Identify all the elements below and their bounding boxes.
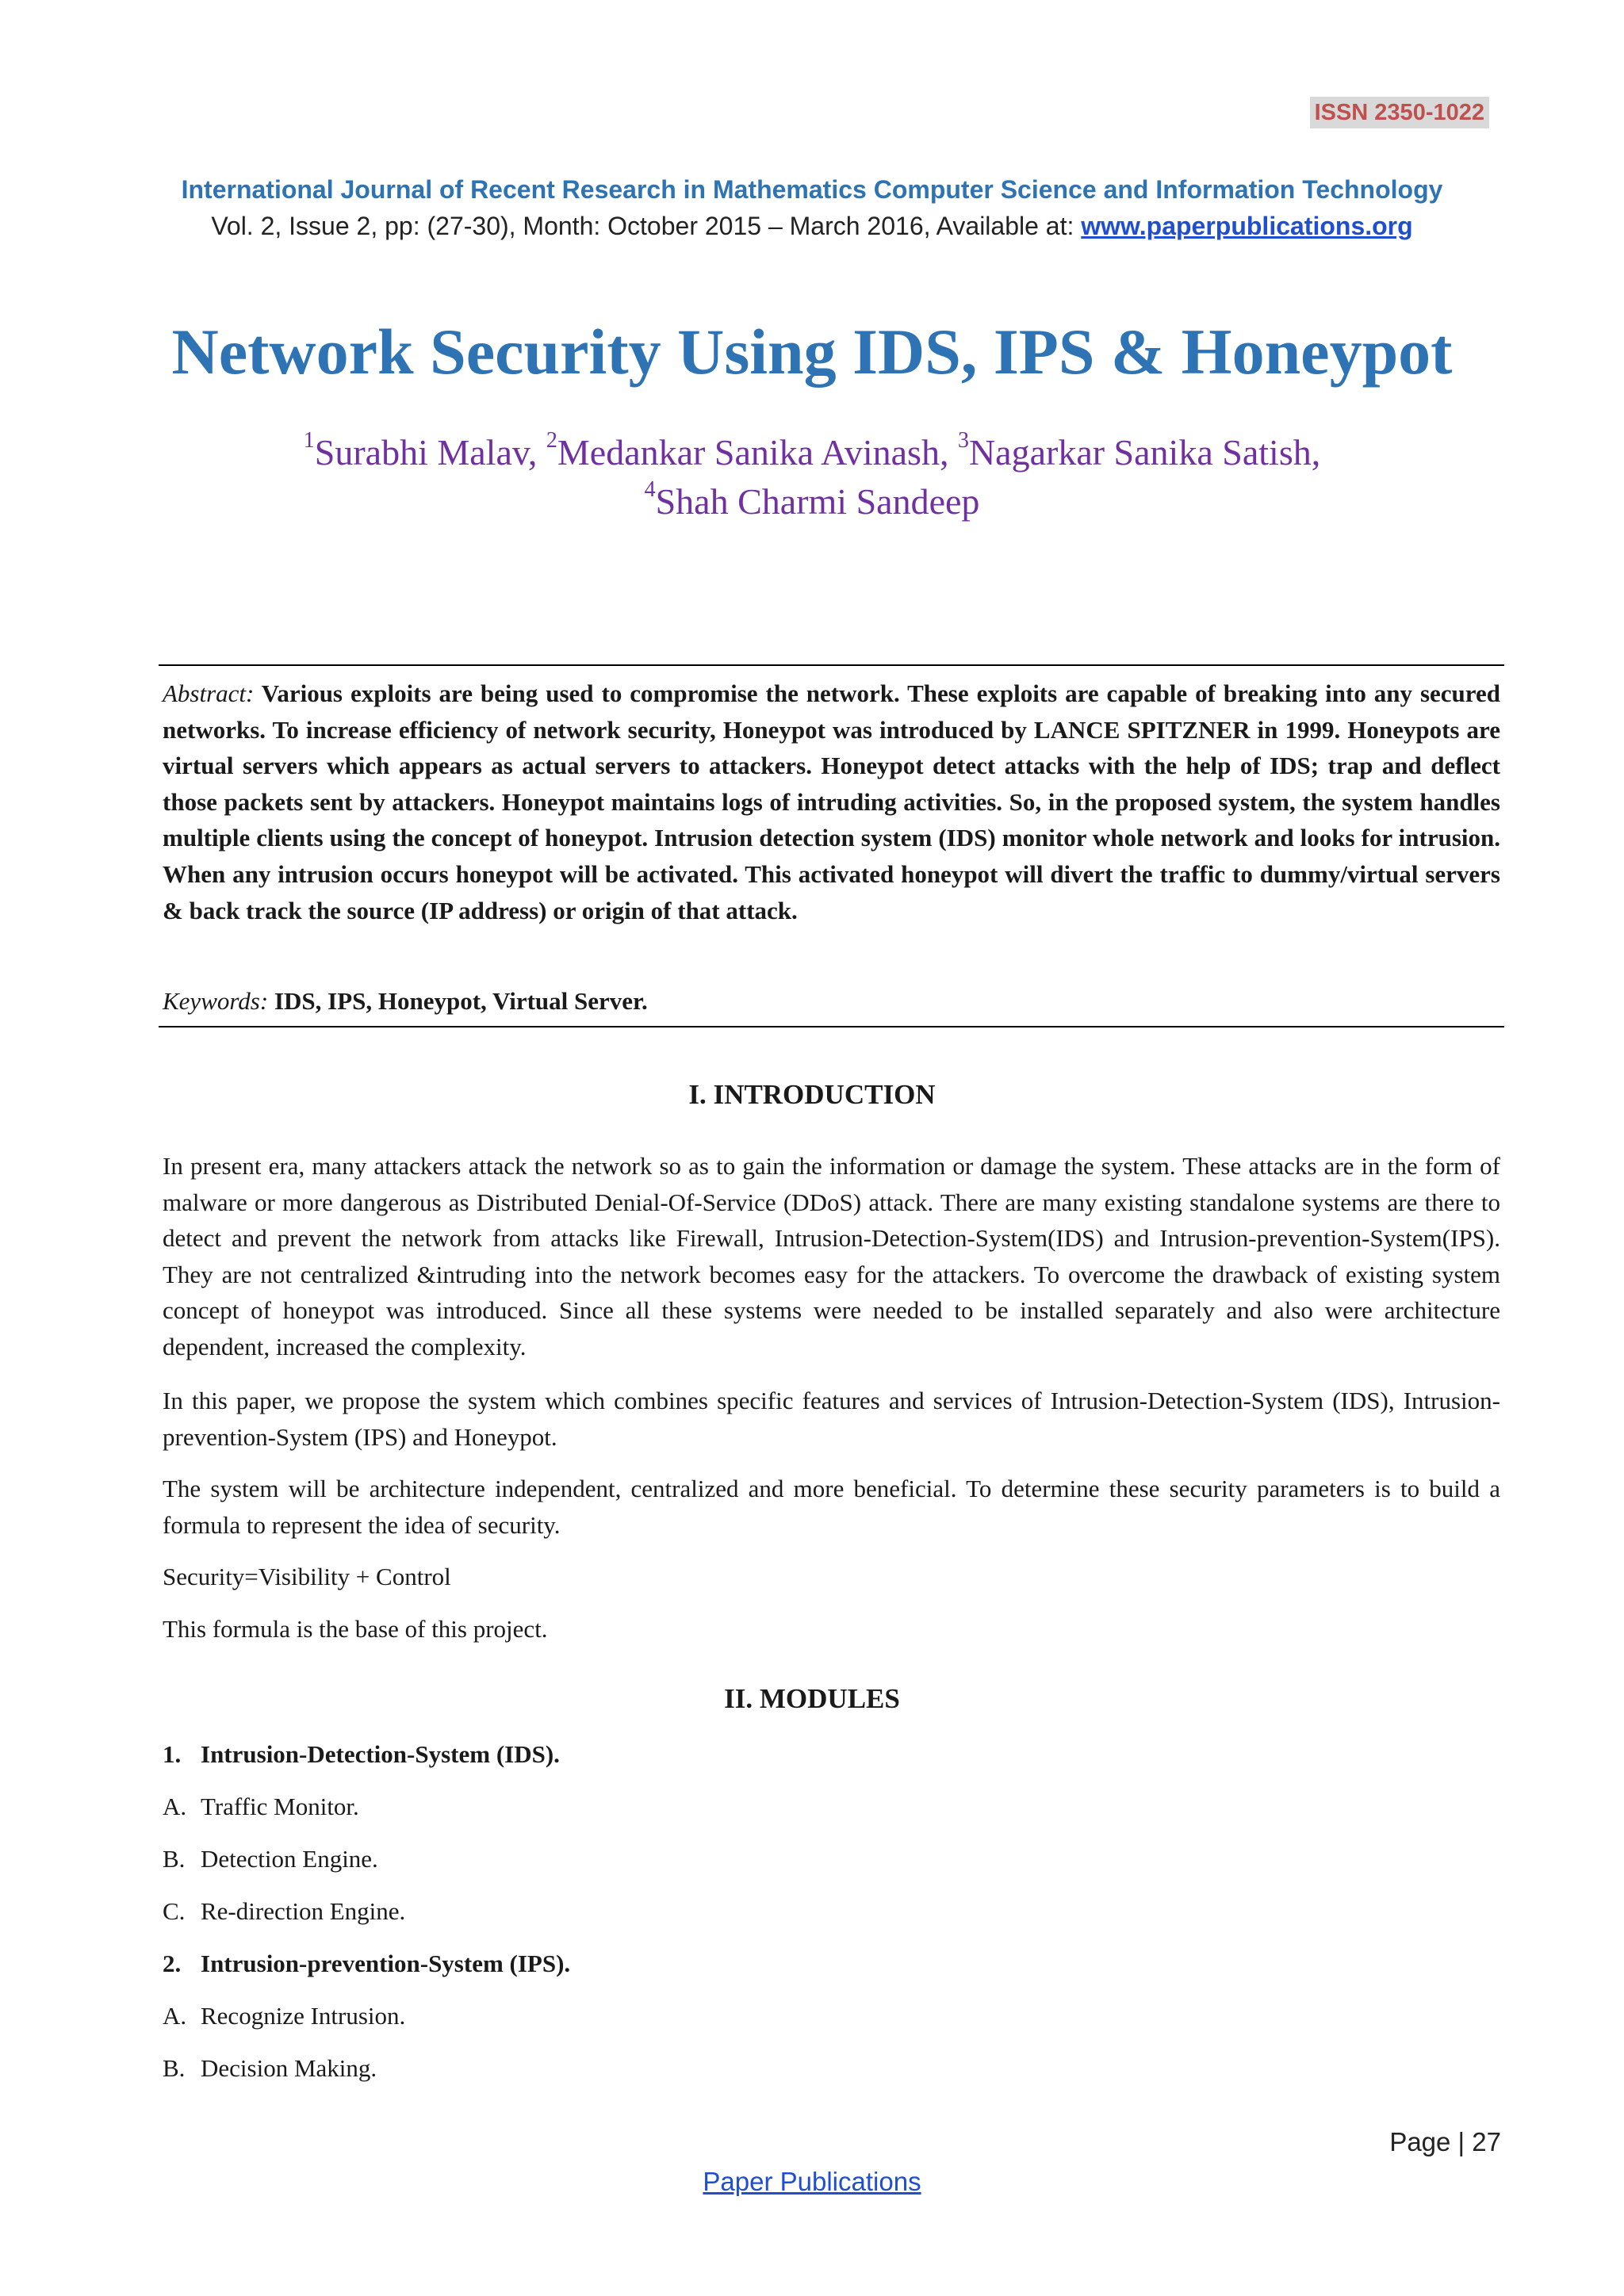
author-name: Nagarkar Sanika Satish, <box>968 432 1321 473</box>
section-heading-introduction: I. INTRODUCTION <box>688 1079 936 1110</box>
list-item <box>163 1841 378 1877</box>
author-name: Medankar Sanika Avinash, <box>557 432 958 473</box>
publisher-footer <box>0 2164 1624 2199</box>
list-text: Intrusion-prevention-System (IPS). <box>201 1950 571 1977</box>
list-text: Re-direction Engine. <box>201 1897 406 1925</box>
author-name: Shah Charmi Sandeep <box>655 481 980 522</box>
author-list <box>0 428 1624 526</box>
module-ids-title <box>163 1736 560 1772</box>
abstract-top-rule <box>159 664 1504 666</box>
intro-paragraph-3: The system will be architecture independent, centralized and more beneficial. To determine these security parameters is to build a formula to represent the idea of security. <box>163 1475 1500 1539</box>
list-number: 1. <box>163 1740 182 1768</box>
list-number: C. <box>163 1897 186 1925</box>
abstract-label: Abstract: <box>163 679 255 707</box>
volume-line <box>0 209 1624 243</box>
list-item <box>163 1893 405 1929</box>
keywords-label: Keywords: <box>163 987 269 1015</box>
list-number: B. <box>163 1845 186 1873</box>
intro-paragraph-5: This formula is the base of this project. <box>163 1615 548 1643</box>
abstract <box>163 675 1500 928</box>
author-number: 4 <box>644 477 656 502</box>
author-number: 1 <box>303 428 315 453</box>
list-text: Traffic Monitor. <box>201 1793 359 1820</box>
abstract-bottom-rule <box>159 1026 1504 1027</box>
list-text: Decision Making. <box>201 2054 377 2082</box>
list-text: Detection Engine. <box>201 1845 378 1873</box>
list-number: B. <box>163 2054 186 2082</box>
list-item <box>163 2050 377 2086</box>
section-heading-modules: II. MODULES <box>724 1683 900 1714</box>
author-number: 3 <box>957 428 969 453</box>
author-line-2 <box>0 477 1624 526</box>
journal-url-link[interactable]: www.paperpublications.org <box>1081 212 1413 240</box>
author-number: 2 <box>546 428 557 453</box>
list-number: 2. <box>163 1950 182 1977</box>
module-ips-title <box>163 1946 570 1981</box>
intro-paragraph-2: In this paper, we propose the system which combines specific features and services of Intrusion-Detection-System (IDS), Intrusion-prevention-System (IPS) and Honeypot. <box>163 1387 1500 1451</box>
intro-paragraph-1: In present era, many attackers attack the network so as to gain the information or damage the system. These attacks are in the form of malware or more dangerous as Distributed Denial-Of-Service (DDoS) attack. There are many existing standalone systems are there to detect and prevent the network from attacks like Firewall, Intrusion-Detection-System(IDS) and Intrusion-prevention-System(IPS). They are not centralized &intruding into the network becomes easy for the attackers. To overcome the drawback of existing system concept of honeypot was introduced. Since all these systems were needed to be installed separately and also were architecture dependent, increased the complexity. <box>163 1152 1500 1360</box>
keywords-text: IDS, IPS, Honeypot, Virtual Server. <box>274 987 648 1015</box>
list-text: Recognize Intrusion. <box>201 2002 406 2030</box>
author-line-1 <box>0 428 1624 477</box>
list-text: Intrusion-Detection-System (IDS). <box>201 1740 560 1768</box>
publisher-link[interactable]: Paper Publications <box>703 2167 921 2196</box>
list-item <box>163 1998 405 2034</box>
page-number: Page | 27 <box>1389 2127 1501 2156</box>
list-item <box>163 1789 359 1824</box>
list-number: A. <box>163 1793 187 1820</box>
author-name: Surabhi Malav, <box>314 432 546 473</box>
journal-name: International Journal of Recent Research in Mathematics Computer Science and Information Technology <box>181 175 1443 204</box>
issn-badge: ISSN 2350-1022 <box>1310 97 1489 128</box>
keywords <box>163 983 648 1019</box>
list-number: A. <box>163 2002 187 2030</box>
volume-text: Vol. 2, Issue 2, pp: (27-30), Month: October 2015 – March 2016, Available at: <box>211 212 1082 240</box>
paper-title: Network Security Using IDS, IPS & Honeypot <box>171 316 1453 388</box>
security-formula: Security=Visibility + Control <box>163 1563 451 1590</box>
abstract-text: Various exploits are being used to compromise the network. These exploits are capable of breaking into any secured networks. To increase efficiency of network security, Honeypot was introduced by LANCE SPITZNER in 1999. Honeypots are virtual servers which appears as actual servers to attackers. Honeypot detect attacks with the help of IDS; trap and deflect those packets sent by attackers. Honeypot maintains logs of intruding activities. So, in the proposed system, the system handles multiple clients using the concept of honeypot. Intrusion detection system (IDS) monitor whole network and looks for intrusion. When any intrusion occurs honeypot will be activated. This activated honeypot will divert the traffic to dummy/virtual servers & back track the source (IP address) or origin of that attack. <box>163 679 1500 924</box>
